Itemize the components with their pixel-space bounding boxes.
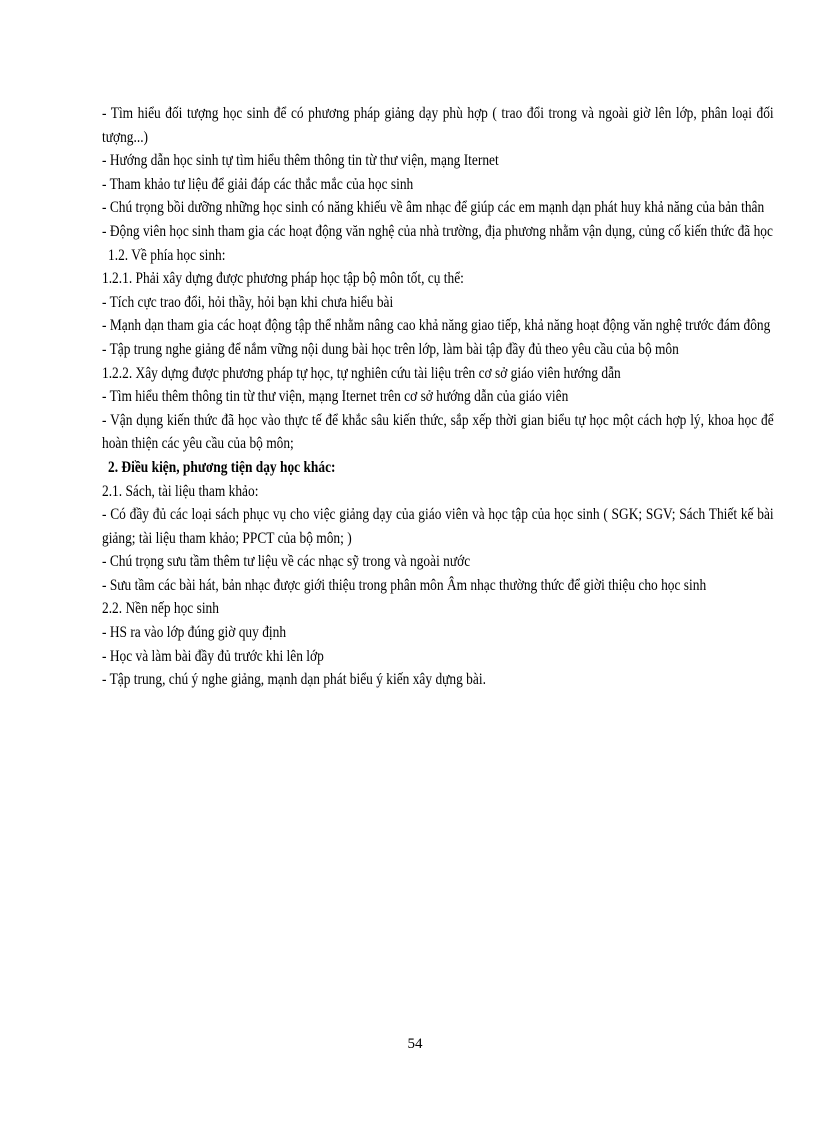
- paragraph: - Động viên học sinh tham gia các hoạt động văn nghệ của nhà trường, địa phương nhằm vận dụng, củng cố kiến thức đã học: [102, 222, 773, 240]
- paragraph: - Sưu tầm các bài hát, bản nhạc được giới thiệu trong phân môn Âm nhạc thường thức để giời thiệu cho học sinh: [102, 576, 707, 594]
- paragraph: - Học và làm bài đầy đủ trước khi lên lớp: [102, 647, 324, 665]
- paragraph: - Tập trung, chú ý nghe giảng, mạnh dạn phát biểu ý kiến xây dựng bài.: [102, 671, 486, 689]
- paragraph: - Tìm hiểu thêm thông tin từ thư viện, mạng Iternet trên cơ sở hướng dẫn của giáo viên: [102, 388, 569, 406]
- page-number: 54: [407, 1036, 423, 1052]
- subsection-heading: 2.1. Sách, tài liệu tham khảo:: [102, 482, 259, 500]
- paragraph: - Tham khảo tư liệu để giải đáp các thắc mắc của học sinh: [102, 175, 414, 193]
- paragraph: - Tích cực trao đổi, hỏi thầy, hỏi bạn khi chưa hiểu bài: [102, 293, 394, 311]
- paragraph: - Mạnh dạn tham gia các hoạt động tập thể nhằm nâng cao khả năng giao tiếp, khả năng hoạt động văn nghệ trước đám đông: [102, 317, 771, 335]
- paragraph: - Chú trọng sưu tầm thêm tư liệu về các nhạc sỹ trong và ngoài nước: [102, 553, 471, 571]
- subsection-heading: 1.2.2. Xây dựng được phương pháp tự học, tự nghiên cứu tài liệu trên cơ sở giáo viên hướng dẫn: [102, 364, 621, 382]
- section-heading: 1.2. Về phía học sinh:: [108, 246, 226, 264]
- paragraph: - Tập trung nghe giảng để nắm vững nội dung bài học trên lớp, làm bài tập đầy đủ theo yêu cầu của bộ môn: [102, 340, 679, 358]
- paragraph: - HS ra vào lớp đúng giờ quy định: [102, 624, 287, 642]
- paragraph: - Có đầy đủ các loại sách phục vụ cho việc giảng dạy của giáo viên và học tập của học sinh ( SGK; SGV; Sách Thiết kế bài giảng; tài liệu tham khảo; PPCT của bộ môn; ): [102, 506, 774, 547]
- paragraph: - Tìm hiểu đối tượng học sinh để có phương pháp giảng dạy phù hợp ( trao đổi trong và ngoài giờ lên lớp, phân loại đối tượng...): [102, 105, 774, 146]
- subsection-heading: 1.2.1. Phải xây dựng được phương pháp học tập bộ môn tốt, cụ thể:: [102, 270, 464, 288]
- document-body: [102, 102, 774, 692]
- paragraph: - Chú trọng bồi dưỡng những học sinh có năng khiếu về âm nhạc để giúp các em mạnh dạn phát huy khả năng của bản thân: [102, 199, 765, 217]
- section-heading-bold: 2. Điều kiện, phương tiện dạy học khác:: [108, 458, 336, 476]
- paragraph: - Vận dụng kiến thức đã học vào thực tế để khắc sâu kiến thức, sắp xếp thời gian biểu tự học một cách hợp lý, khoa học để hoàn thiện các yêu cầu của bộ môn;: [102, 411, 774, 453]
- paragraph: - Hướng dẫn học sinh tự tìm hiểu thêm thông tin từ thư viện, mạng Iternet: [102, 152, 499, 170]
- subsection-heading: 2.2. Nền nếp học sinh: [102, 600, 219, 618]
